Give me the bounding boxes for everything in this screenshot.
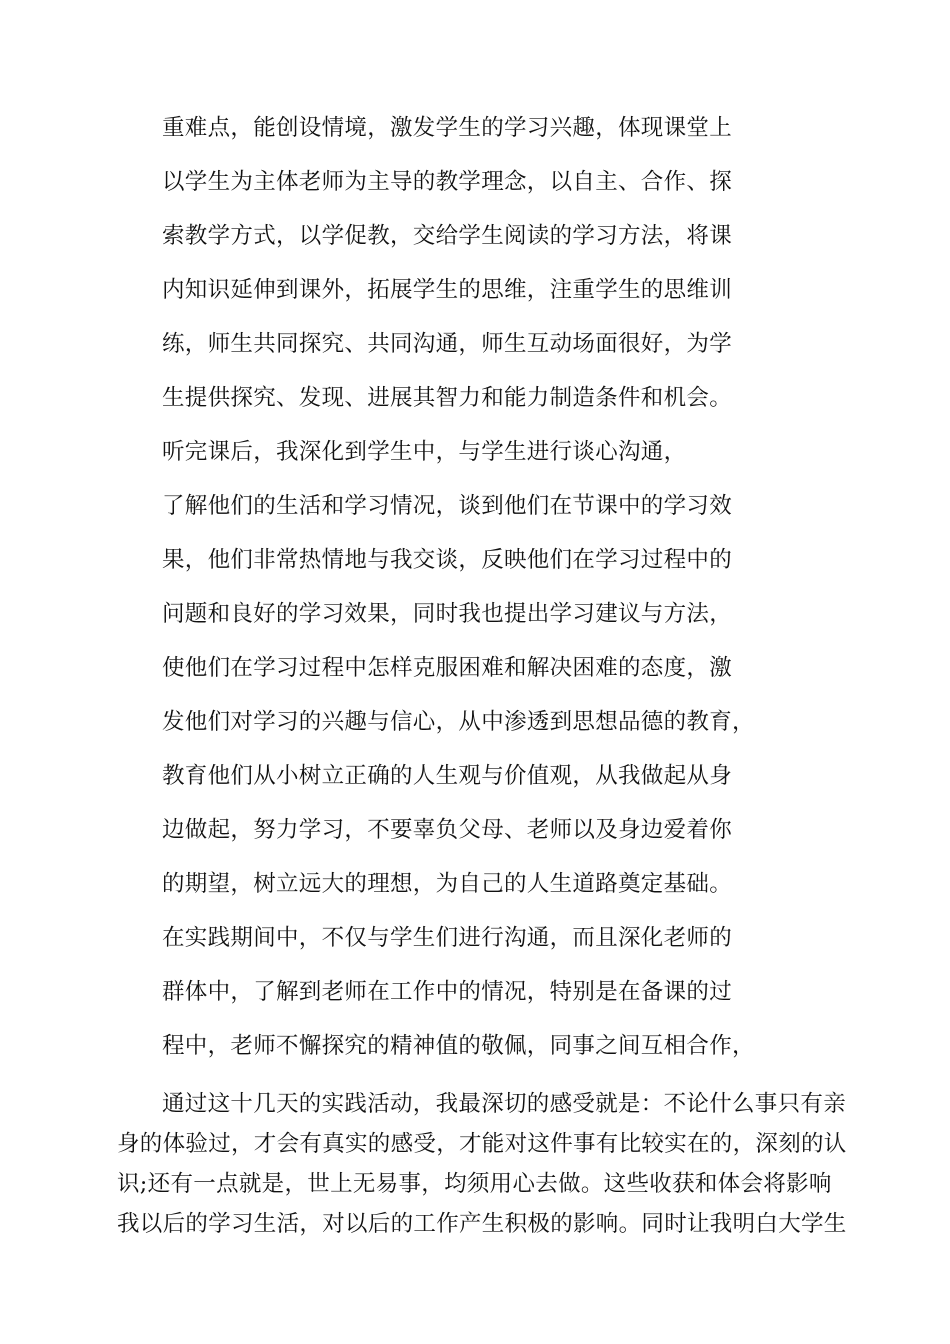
text-line: 教育他们从小树立正确的人生观与价值观，从我做起从身	[162, 763, 733, 789]
text-line: 生提供探究、发现、进展其智力和能力制造条件和机会。	[162, 385, 733, 411]
text-line: 的期望，树立远大的理想，为自己的人生道路奠定基础。	[162, 871, 733, 897]
text-line: 听完课后，我深化到学生中，与学生进行谈心沟通，	[162, 439, 687, 465]
text-line: 程中，老师不懈探究的精神值的敬佩，同事之间互相合作，	[162, 1033, 755, 1059]
text-line: 重难点，能创设情境，激发学生的学习兴趣，体现课堂上	[162, 115, 733, 141]
text-line: 群体中，了解到老师在工作中的情况，特别是在备课的过	[162, 979, 733, 1005]
text-line: 在实践期间中，不仅与学生们进行沟通，而且深化老师的	[162, 925, 733, 951]
text-line: 发他们对学习的兴趣与信心，从中渗透到思想品德的教育，	[162, 709, 755, 735]
text-line: 索教学方式，以学促教，交给学生阅读的学习方法，将课	[162, 223, 733, 249]
text-line: 果，他们非常热情地与我交谈，反映他们在学习过程中的	[162, 547, 733, 573]
text-line: 问题和良好的学习效果，同时我也提出学习建议与方法，	[162, 601, 733, 627]
text-line: 使他们在学习过程中怎样克服困难和解决困难的态度，激	[162, 655, 733, 681]
text-line: 边做起，努力学习，不要辜负父母、老师以及身边爱着你	[162, 817, 733, 843]
paragraph-line: 身的体验过，才会有真实的感受，才能对这件事有比较实在的，深刻的认	[117, 1131, 847, 1157]
paragraph-line: 我以后的学习生活，对以后的工作产生积极的影响。同时让我明白大学生	[117, 1211, 847, 1237]
text-line: 了解他们的生活和学习情况，谈到他们在节课中的学习效	[162, 493, 733, 519]
text-line: 内知识延伸到课外，拓展学生的思维，注重学生的思维训	[162, 277, 733, 303]
text-line: 练，师生共同探究、共同沟通，师生互动场面很好，为学	[162, 331, 733, 357]
paragraph-line: 通过这十几天的实践活动，我最深切的感受就是：不论什么事只有亲	[162, 1091, 847, 1117]
paragraph-line: 识;还有一点就是，世上无易事，均须用心去做。这些收获和体会将影响	[117, 1171, 832, 1197]
text-line: 以学生为主体老师为主导的教学理念，以自主、合作、探	[162, 169, 733, 195]
